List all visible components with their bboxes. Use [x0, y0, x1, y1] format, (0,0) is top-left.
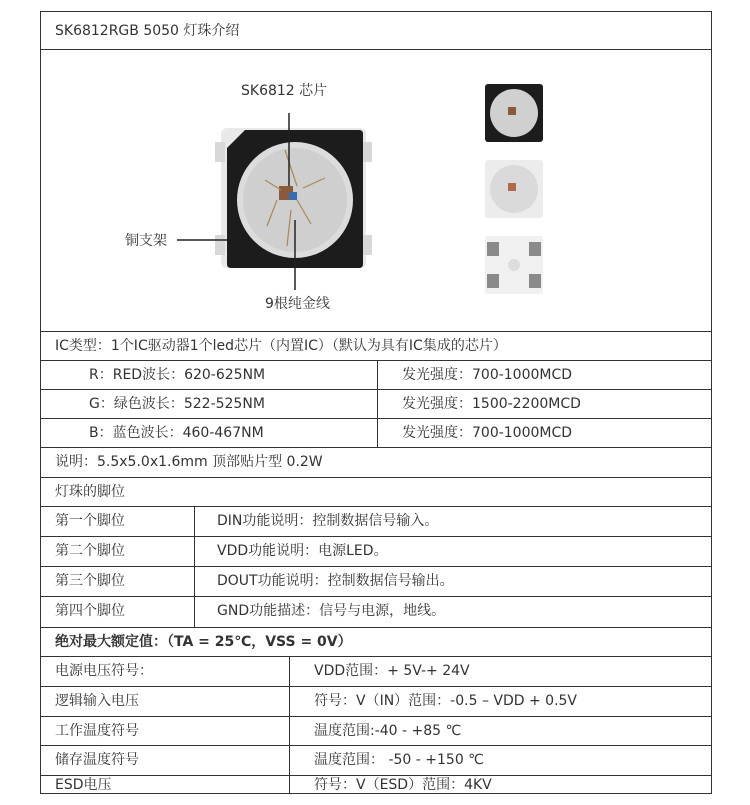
description-row: [41, 448, 711, 478]
rating-value: 符号：V（ESD）范围：4KV: [289, 776, 711, 793]
frame-label: 铜支架: [125, 233, 167, 249]
led-white-view: [485, 160, 543, 218]
pin-row: [41, 507, 711, 537]
rating-value: 符号：V（IN）范围：-0.5 – VDD + 0.5V: [289, 687, 711, 716]
wavelength-cell: B：蓝色波长：460-467NM: [89, 425, 264, 441]
pin-desc: DOUT功能说明：控制数据信号输出。: [194, 567, 711, 596]
color-row-red: [41, 361, 711, 390]
rating-row: [41, 657, 711, 687]
intensity-cell: 发光强度：700-1000MCD: [377, 419, 711, 447]
led-diagram: [41, 50, 711, 331]
pin-row: [41, 537, 711, 567]
intensity-cell: 发光强度：700-1000MCD: [377, 361, 711, 389]
page-title: SK6812RGB 5050 灯珠介绍: [55, 23, 240, 39]
led-illustration: [41, 50, 711, 332]
rating-value: 温度范围:-40 - +85 ℃: [289, 717, 711, 745]
rating-row: [41, 687, 711, 717]
rating-name: 储存温度符号: [55, 752, 139, 768]
title-row: [41, 12, 711, 50]
led-top-view: [485, 84, 543, 142]
pins-header: 灯珠的脚位: [55, 484, 125, 500]
rating-row: [41, 746, 711, 776]
intensity-cell: 发光强度：1500-2200MCD: [377, 390, 711, 418]
color-row-green: [41, 390, 711, 419]
color-row-blue: [41, 419, 711, 448]
pin-row: [41, 597, 711, 628]
rating-value: VDD范围：+ 5V-+ 24V: [289, 657, 711, 686]
wavelength-cell: R：RED波长：620-625NM: [89, 367, 266, 383]
ic-type-row: [41, 332, 711, 361]
pin-desc: GND功能描述：信号与电源，地线。: [194, 597, 711, 627]
rating-row: [41, 717, 711, 746]
wire-label: 9根纯金线: [265, 296, 330, 312]
pin-name: 第一个脚位: [55, 513, 125, 529]
led-bottom-view: [485, 236, 543, 294]
description-text: 说明：5.5x5.0x1.6mm 顶部贴片型 0.2W: [55, 454, 323, 470]
rating-name: ESD电压: [55, 777, 112, 790]
rating-row: [41, 776, 711, 793]
pin-name: 第三个脚位: [55, 573, 125, 589]
pins-header-row: [41, 478, 711, 507]
rating-value: 温度范围： -50 - +150 ℃: [289, 746, 711, 775]
pin-desc: DIN功能说明：控制数据信号输入。: [194, 507, 711, 536]
ratings-header-row: [41, 628, 711, 657]
rating-name: 电源电压符号：: [55, 663, 153, 679]
pin-row: [41, 567, 711, 597]
wavelength-cell: G：绿色波长：522-525NM: [89, 396, 265, 412]
rating-name: 工作温度符号: [55, 723, 139, 739]
pin-name: 第二个脚位: [55, 543, 125, 559]
pin-name: 第四个脚位: [55, 603, 125, 619]
ratings-header: 绝对最大额定值：（TA = 25℃，VSS = 0V）: [55, 634, 352, 650]
spec-table: [40, 11, 712, 794]
chip-label: SK6812 芯片: [241, 83, 328, 99]
led-main-view: [215, 128, 372, 268]
ic-type-text: IC类型：1个IC驱动器1个led芯片（内置IC）（默认为具有IC集成的芯片）: [55, 338, 507, 354]
pin-desc: VDD功能说明：电源LED。: [194, 537, 711, 566]
rating-name: 逻辑输入电压: [55, 693, 139, 709]
